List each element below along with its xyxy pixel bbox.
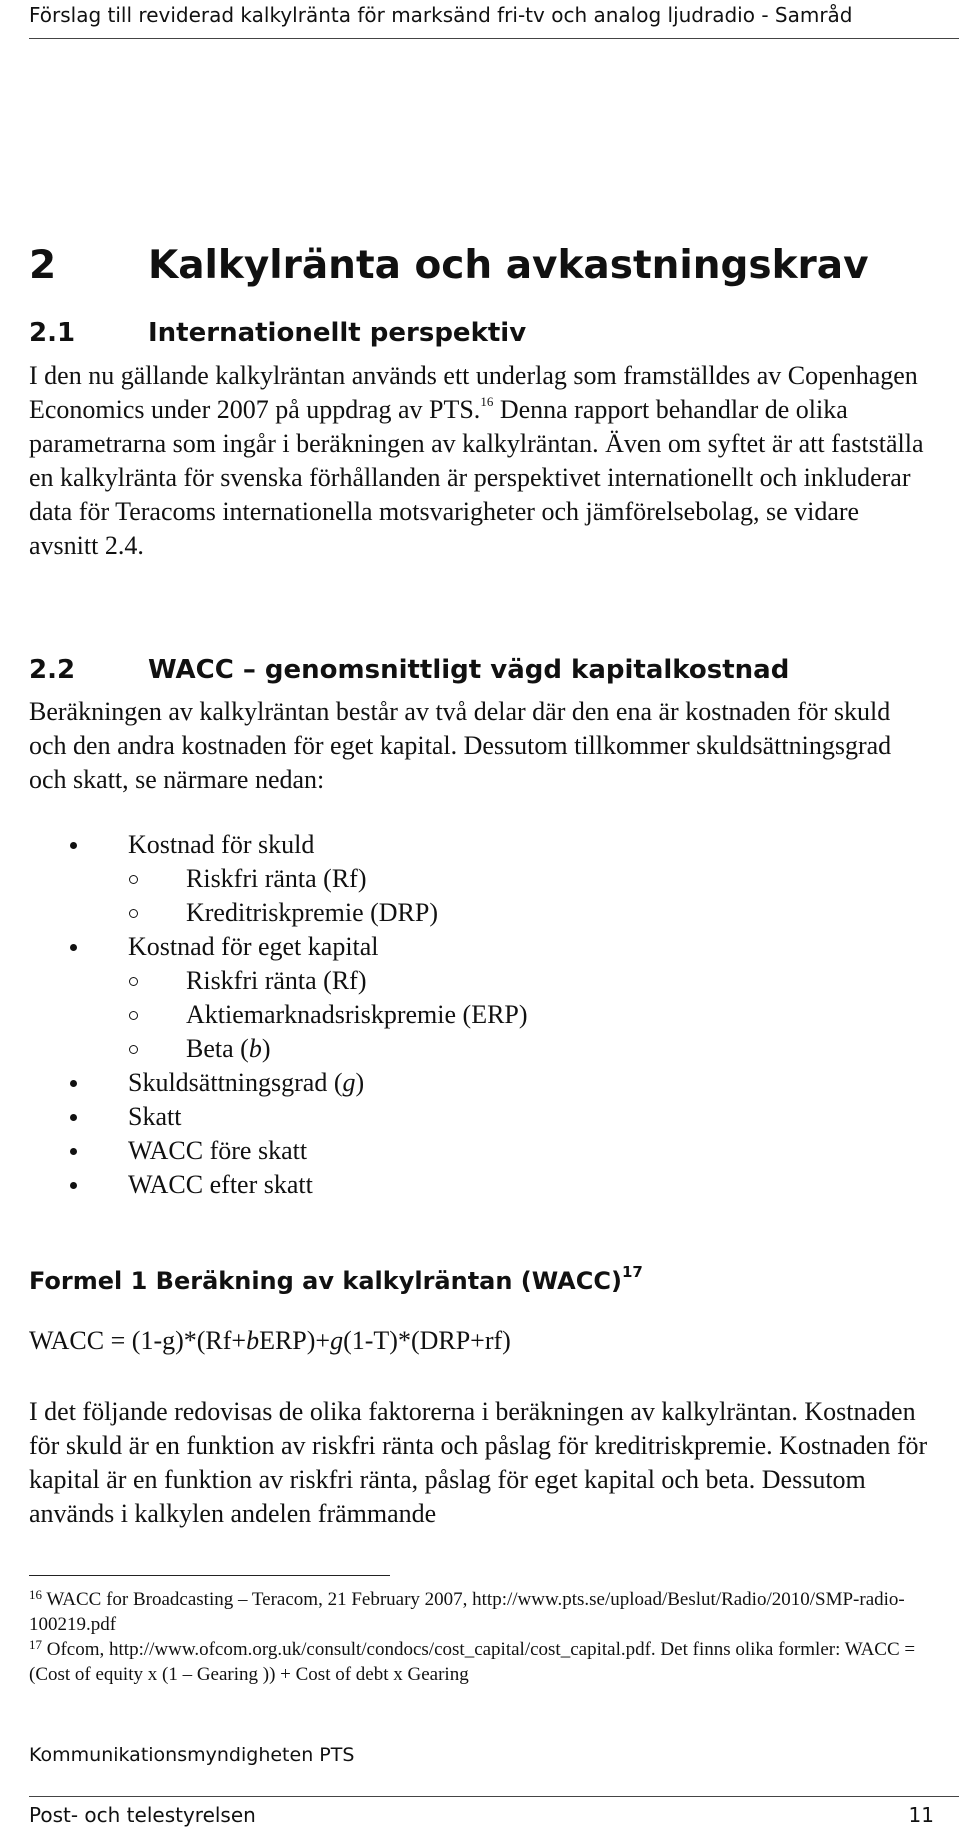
footnote-divider	[29, 1575, 390, 1576]
caption-text: Formel 1 Beräkning av kalkylräntan (WACC)	[29, 1267, 622, 1295]
footnote-number: 16	[29, 1587, 42, 1602]
footer-publisher: Post- och telestyrelsen	[29, 1803, 256, 1827]
list-item	[0, 1066, 528, 1100]
section-title: Kalkylränta och avkastningskrav	[148, 243, 869, 288]
footer-organization: Kommunikationsmyndigheten PTS	[29, 1744, 355, 1766]
list-item	[0, 998, 528, 1032]
wacc-components-list	[0, 828, 528, 1202]
subsection-title: WACC – genomsnittligt vägd kapitalkostnad	[148, 655, 790, 685]
subsection-heading-2-1	[29, 318, 526, 348]
footnote-text: WACC for Broadcasting – Teracom, 21 February 2007, http://www.pts.se/upload/Beslut/Radio/2010/SMP-radio-100219.pdf	[29, 1589, 905, 1635]
paragraph-text: Beräkningen av kalkylräntan består av två delar där den ena är kostnaden för skuld och den andra kostnaden för eget kapital. Dessutom tillkommer skuldsättningsgrad och skatt, se närmare nedan:	[29, 697, 892, 794]
list-item-suffix: )	[355, 1068, 365, 1097]
formula-part: (1-T)*(DRP+rf)	[343, 1326, 511, 1355]
paragraph-text: I den nu gällande kalkylräntan används ett underlag som framställdes av Copenhagen Economics under 2007 på uppdrag av PTS.	[29, 361, 918, 424]
list-item	[0, 1168, 528, 1202]
list-item	[0, 896, 528, 930]
list-item-suffix: )	[261, 1034, 271, 1063]
paragraph-text: Denna rapport behandlar de olika parametrarna som ingår i beräkningen av kalkylräntan. Även om syftet är att fastställa en kalkylränta för svenska förhållanden är perspektivet internationellt och inkluderar data för Teracoms internationella motsvarigheter och jämförelsebolag, se vidare avsnitt 2.4.	[29, 395, 924, 560]
subsection-heading-2-2	[29, 655, 789, 685]
list-item-label: Kreditriskpremie (DRP)	[186, 898, 439, 927]
header-divider	[29, 38, 959, 39]
list-item-label: WACC före skatt	[128, 1136, 308, 1165]
bullet-icon	[70, 842, 77, 849]
subsection-number: 2.2	[29, 655, 76, 685]
formula-caption	[29, 1263, 643, 1295]
subsection-number: 2.1	[29, 318, 76, 348]
list-item	[0, 1032, 528, 1066]
list-item-label: Skatt	[128, 1102, 182, 1131]
list-item-label: Aktiemarknadsriskpremie (ERP)	[186, 1000, 528, 1029]
list-item-symbol: b	[248, 1034, 262, 1063]
section-number: 2	[29, 243, 57, 288]
subsection-title: Internationellt perspektiv	[148, 318, 527, 348]
list-item-label: Skuldsättningsgrad (	[128, 1068, 343, 1097]
wacc-formula	[29, 1326, 511, 1356]
list-item	[0, 862, 528, 896]
paragraph-international	[29, 359, 934, 563]
list-item-label: WACC efter skatt	[128, 1170, 313, 1199]
paragraph-closing	[29, 1395, 934, 1531]
section-heading	[29, 243, 869, 288]
list-item-label: Riskfri ränta (Rf)	[186, 864, 367, 893]
footnote-16	[29, 1587, 934, 1637]
bullet-icon	[70, 1114, 77, 1121]
bullet-icon	[70, 1182, 77, 1189]
list-item-label: Riskfri ränta (Rf)	[186, 966, 367, 995]
formula-gearing: g	[330, 1326, 344, 1355]
footnote-text: Ofcom, http://www.ofcom.org.uk/consult/condocs/cost_capital/cost_capital.pdf. Det finns olika formler: WACC = (Cost of equity x (1 – Gearing )) + Cost of debt x Gearing	[29, 1639, 916, 1685]
circle-bullet-icon	[129, 1011, 138, 1020]
paragraph-wacc	[29, 695, 934, 797]
circle-bullet-icon	[129, 875, 138, 884]
footnote-17	[29, 1637, 934, 1687]
list-item-label: Kostnad för eget kapital	[128, 932, 379, 961]
list-item	[0, 1100, 528, 1134]
list-item	[0, 964, 528, 998]
footnote-ref-17[interactable]: 17	[621, 1263, 643, 1281]
list-item-symbol: g	[342, 1068, 356, 1097]
circle-bullet-icon	[129, 1045, 138, 1054]
paragraph-text: I det följande redovisas de olika faktorerna i beräkningen av kalkylräntan. Kostnaden för skuld är en funktion av riskfri ränta och påslag för kreditriskpremie. Kostnaden för kapital är en funktion av riskfri ränta, påslag för eget kapital och beta. Dessutom används i kalkylen andelen främmande	[29, 1397, 928, 1528]
list-item	[0, 930, 528, 964]
footer-divider	[29, 1796, 959, 1797]
circle-bullet-icon	[129, 909, 138, 918]
footnote-number: 17	[29, 1637, 42, 1652]
footnotes	[29, 1587, 934, 1687]
list-item	[0, 1134, 528, 1168]
bullet-icon	[70, 944, 77, 951]
list-item	[0, 828, 528, 862]
formula-beta: b	[246, 1326, 260, 1355]
bullet-icon	[70, 1148, 77, 1155]
list-item-label: Beta (	[186, 1034, 249, 1063]
list-item-label: Kostnad för skuld	[128, 830, 315, 859]
bullet-icon	[70, 1080, 77, 1087]
formula-part: WACC = (1-g)*(Rf+	[29, 1326, 247, 1355]
footnote-ref-16[interactable]: 16	[480, 394, 494, 409]
running-header: Förslag till reviderad kalkylränta för marksänd fri-tv och analog ljudradio - Samråd	[29, 3, 853, 27]
page-number: 11	[908, 1803, 934, 1827]
circle-bullet-icon	[129, 977, 138, 986]
formula-part: ERP)+	[259, 1326, 331, 1355]
